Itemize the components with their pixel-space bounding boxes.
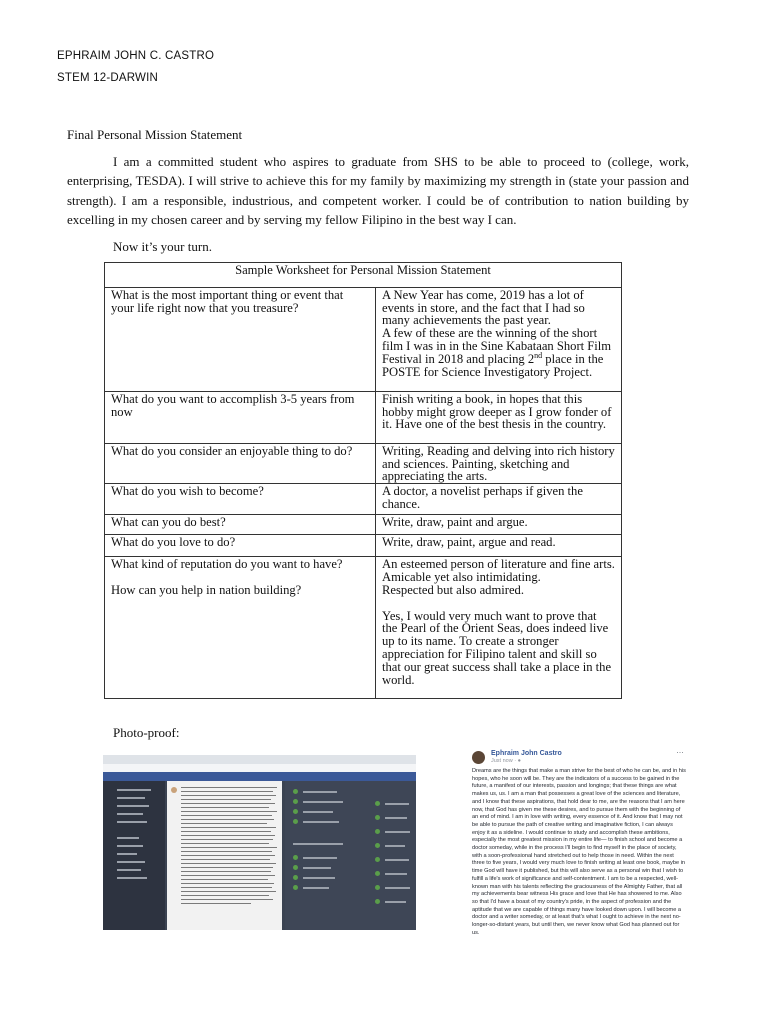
post-timestamp: Just now · ● bbox=[491, 758, 521, 764]
worksheet-heading-row bbox=[105, 263, 622, 288]
worksheet-row bbox=[105, 443, 622, 483]
worksheet-question bbox=[105, 557, 376, 699]
worksheet-answer: Write, draw, paint and argue. bbox=[376, 515, 622, 535]
photo-proof-label: Photo-proof: bbox=[113, 725, 180, 740]
worksheet-question: What can you do best? bbox=[105, 515, 376, 535]
worksheet-row bbox=[105, 557, 622, 699]
answer-line: Amicable yet also intimidating. bbox=[382, 569, 541, 584]
post-author: Ephraim John Castro bbox=[491, 750, 562, 757]
facebook-top-bar bbox=[103, 772, 416, 781]
facebook-right-sidebar bbox=[285, 781, 416, 930]
mission-statement-paragraph: I am a committed student who aspires to graduate from SHS to be able to proceed to (college, work, enterprising, TESDA). I will strive to achieve this for my family by maximizing my strength in (state your passion and strength). I am a responsible, industrious, and competent worker. I could be of contribution to nation building by excelling in my chosen career and by serving my fellow Filipino in the best way I can. bbox=[67, 154, 689, 227]
facebook-left-sidebar bbox=[103, 781, 165, 930]
answer-line: A few of these are the winning of the short film I was in in the Sine Kabataan Short Film Festival in 2018 and placing 2nd place in the POSTE for Science Investigatory Project. bbox=[382, 326, 612, 379]
worksheet-row bbox=[105, 391, 622, 443]
worksheet-answer bbox=[376, 287, 622, 391]
student-section: STEM 12-DARWIN bbox=[57, 72, 158, 84]
worksheet-answer: Finish writing a book, in hopes that this hobby might grow deeper as I grow fonder of it. Have one of the best thesis in the country. bbox=[376, 391, 622, 443]
worksheet-question: What do you consider an enjoyable thing to do? bbox=[105, 443, 376, 483]
worksheet-answer: Writing, Reading and delving into rich history and sciences. Painting, sketching and appreciating the arts. bbox=[376, 443, 622, 483]
worksheet-row bbox=[105, 287, 622, 391]
worksheet-question: What is the most important thing or event that your life right now that you treasure? bbox=[105, 287, 376, 391]
globe-icon: ● bbox=[517, 758, 521, 764]
answer-line: Respected but also admired. bbox=[382, 582, 524, 597]
question-line: How can you help in nation building? bbox=[111, 582, 302, 597]
worksheet-question: What do you love to do? bbox=[105, 535, 376, 557]
document-title: Final Personal Mission Statement bbox=[67, 127, 243, 142]
worksheet-row bbox=[105, 515, 622, 535]
worksheet-row bbox=[105, 535, 622, 557]
worksheet-answer bbox=[376, 557, 622, 699]
facebook-browser-screenshot bbox=[103, 755, 416, 930]
worksheet-answer: A doctor, a novelist perhaps if given the chance. bbox=[376, 484, 622, 515]
student-name: EPHRAIM JOHN C. CASTRO bbox=[57, 50, 215, 62]
facebook-post-panel bbox=[167, 781, 282, 930]
worksheet-row bbox=[105, 484, 622, 515]
worksheet-heading: Sample Worksheet for Personal Mission Statement bbox=[105, 263, 622, 288]
answer-line: A New Year has come, 2019 has a lot of events in store, and the fact that I had so many achievements the past year. bbox=[382, 287, 585, 328]
worksheet-question: What do you want to accomplish 3-5 years from now bbox=[105, 391, 376, 443]
facebook-post-screenshot bbox=[466, 747, 688, 957]
more-options-icon: … bbox=[676, 746, 684, 755]
avatar bbox=[472, 751, 485, 764]
question-line: What kind of reputation do you want to have? bbox=[111, 557, 343, 572]
worksheet-question: What do you wish to become? bbox=[105, 484, 376, 515]
answer-line: An esteemed person of literature and fine arts. bbox=[382, 557, 615, 572]
answer-line: Yes, I would very much want to prove that the Pearl of the Orient Seas, does indeed live up to its name. To create a stronger appreciation for Filipino talent and skill so that our great success shall take a place in the world. bbox=[382, 608, 612, 687]
worksheet-answer: Write, draw, paint, argue and read. bbox=[376, 535, 622, 557]
worksheet-table bbox=[104, 262, 622, 699]
your-turn-label: Now it’s your turn. bbox=[113, 239, 212, 254]
browser-tab-strip bbox=[103, 755, 416, 764]
post-text: Dreams are the things that make a man strive for the best of who he can be, and in his hopes, who he soon will be. They are the indicators of a success to be gained in the future, a manifest of our interests, passion and longings; that these things are what makes us, us. I am a man that possesses a great love of the sciences and literature, and I know that these aspirations, that hold dear to me, are the reasons that I am here now, that God has given me these desires, and to pursue them with the beginning of an end of mind. I am in love with writing, every essence of it. And know that I may not be able to pursue the path of creative writing and imaginative fiction, I can always enjoy it as a sideline. I would continue to study and accomplish these ambitions, especially the most greatest mission in my entire life— to finish school and become a doctor someday, while in the process I'll begin to find myself in the place of society, with a soon-professional hand stretched out to help those in need. Within the next three to five years, I would very much love to finish writing at least one book, maybe in time God will have it published, but this will also serve as a personal win that I wish to fulfill a life's work of significance and self-contentment. I am to be a respected, well-known man with his talents reflecting the graciousness of the Almighty Father, that all my achievements bear witness His grace and love that He has showered to me. Also so that I'd have a boast of my country's pride, in the aspect of profession and the aptitude that we are capable of things many have looked down upon. I will become a doctor and a writer someday, or at least that's what I ought to achieve in the next no-longer-so-distant years, but until then, we never know what God has planned out for us. bbox=[472, 768, 686, 936]
